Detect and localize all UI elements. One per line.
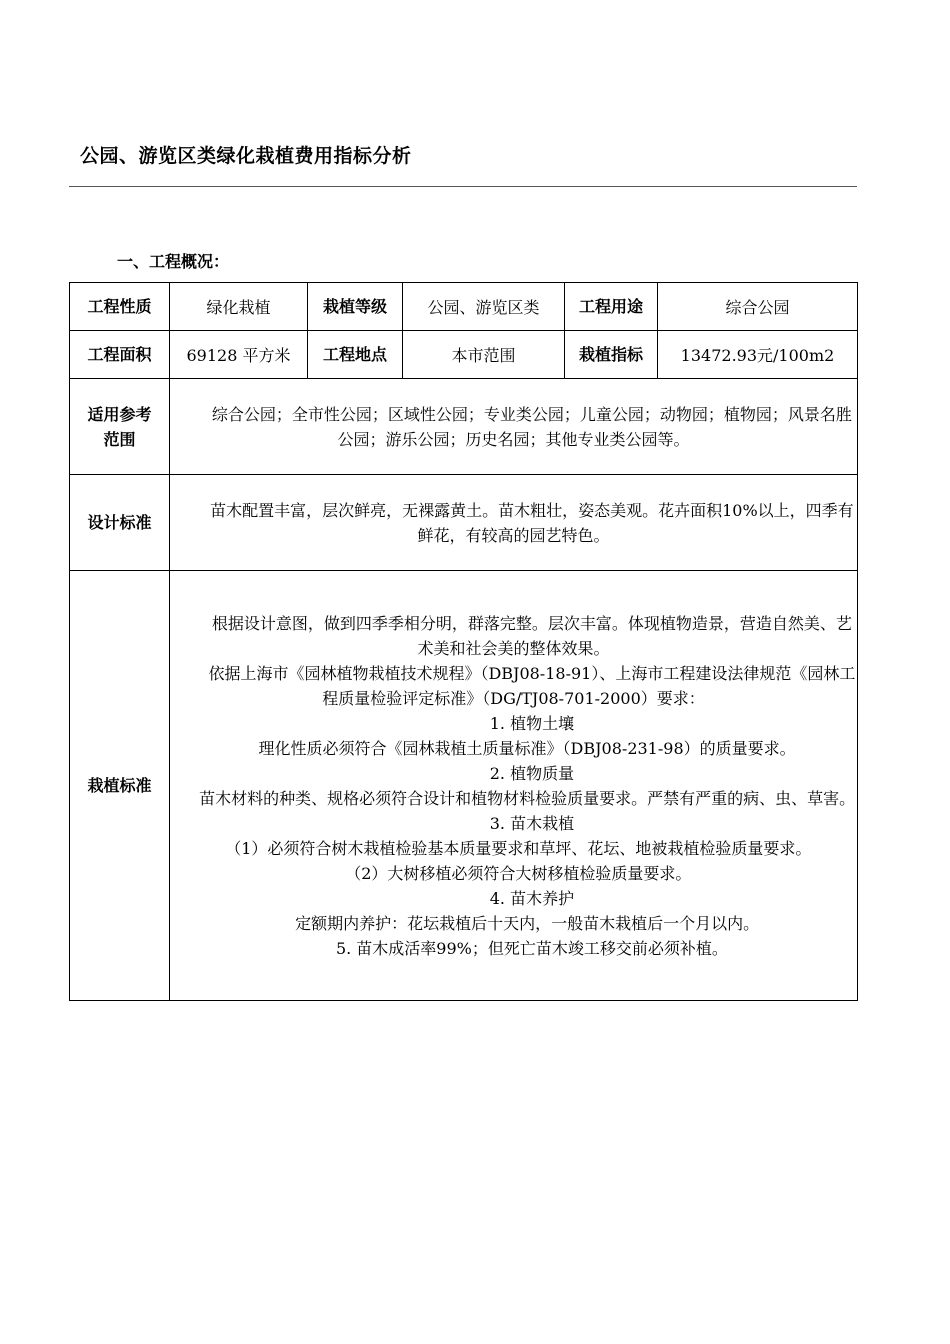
- title-divider: [69, 186, 857, 187]
- grade-label: 栽植等级: [308, 283, 403, 331]
- nature-value: 绿化栽植: [170, 283, 308, 331]
- design-text: 苗木配置丰富，层次鲜亮，无裸露黄土。苗木粗壮，姿态美观。花卉面积10%以上，四季有鲜花，有较高的园艺特色。: [210, 500, 854, 545]
- planting-item-5: 5. 苗木成活率99%；但死亡苗木竣工移交前必须补植。: [335, 938, 728, 958]
- document-title: 公园、游览区类绿化栽植费用指标分析: [80, 145, 412, 167]
- index-label: 栽植指标: [565, 331, 658, 379]
- planting-text-cell: [170, 571, 858, 1001]
- planting-item-3-sub-2: （2）大树移植必须符合大树移植检验质量要求。: [345, 863, 692, 883]
- design-label: 设计标准: [70, 475, 170, 571]
- nature-label: 工程性质: [70, 283, 170, 331]
- location-value: 本市范围: [403, 331, 565, 379]
- area-label: 工程面积: [70, 331, 170, 379]
- area-value: 69128 平方米: [170, 331, 308, 379]
- planting-item-3-sub-1: （1）必须符合树木栽植检验基本质量要求和草坪、花坛、地被栽植检验质量要求。: [225, 838, 812, 858]
- grade-value: 公园、游览区类: [403, 283, 565, 331]
- planting-item-2-title: 2. 植物质量: [489, 763, 575, 783]
- planting-label: 栽植标准: [70, 571, 170, 1001]
- use-label: 工程用途: [565, 283, 658, 331]
- design-text-cell: [170, 475, 858, 571]
- planting-item-2-text: 苗木材料的种类、规格必须符合设计和植物材料检验质量要求。严禁有严重的病、虫、草害。: [199, 788, 856, 808]
- table-row: [70, 571, 858, 1001]
- table-row: [70, 379, 858, 475]
- table-row: [70, 283, 858, 331]
- use-value: 综合公园: [658, 283, 858, 331]
- index-value: 13472.93元/100m2: [658, 331, 858, 379]
- location-label: 工程地点: [308, 331, 403, 379]
- section-heading: 一、工程概况：: [117, 252, 230, 271]
- scope-label: 适用参考范围: [70, 379, 170, 475]
- planting-paragraph-2: 依据上海市《园林植物栽植技术规程》（DBJ08-18-91）、上海市工程建设法律规范《园林工程质量检验评定标准》（DG/TJ08-701-2000）要求：: [208, 663, 856, 708]
- table-row: [70, 475, 858, 571]
- planting-item-3-title: 3. 苗木栽植: [489, 813, 575, 833]
- planting-item-1-text: 理化性质必须符合《园林栽植土质量标准》（DBJ08-231-98）的质量要求。: [258, 738, 796, 758]
- planting-item-4-title: 4. 苗木养护: [489, 888, 575, 908]
- scope-text-cell: [170, 379, 858, 475]
- table-row: [70, 331, 858, 379]
- planting-item-4-text: 定额期内养护：花坛栽植后十天内，一般苗木栽植后一个月以内。: [295, 913, 760, 933]
- planting-paragraph-1: 根据设计意图，做到四季季相分明，群落完整。层次丰富。体现植物造景，营造自然美、艺术美和社会美的整体效果。: [211, 613, 852, 658]
- scope-text: 综合公园；全市性公园；区域性公园；专业类公园；儿童公园；动物园；植物园；风景名胜公园；游乐公园；历史名园；其他专业类公园等。: [211, 404, 852, 449]
- project-overview-table: [69, 282, 858, 1001]
- planting-item-1-title: 1. 植物土壤: [489, 713, 575, 733]
